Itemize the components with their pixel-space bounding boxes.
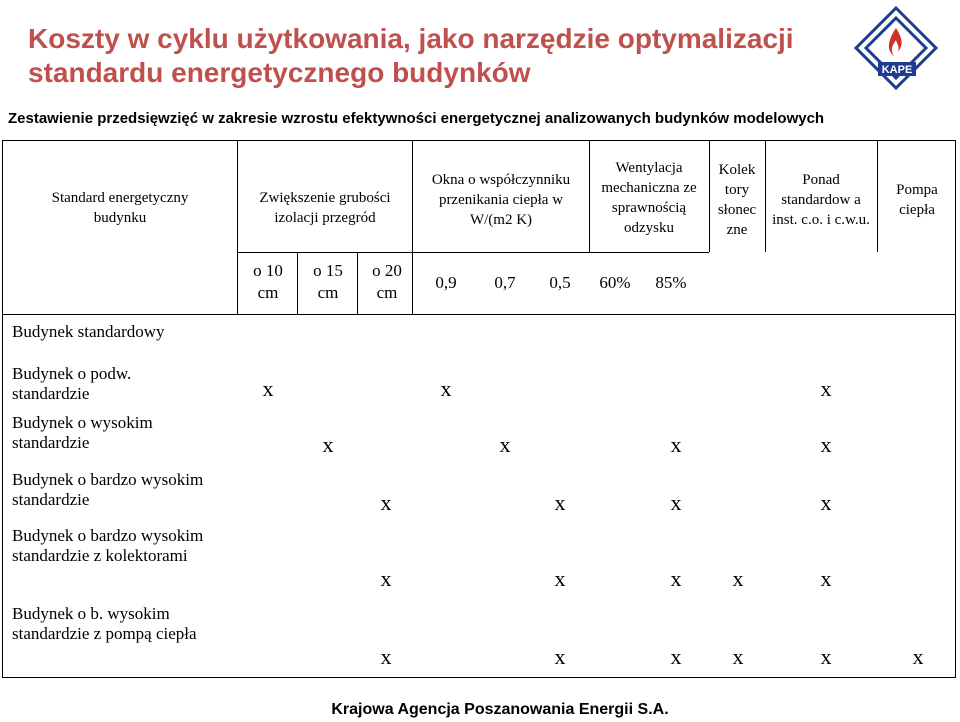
col-divider [357, 252, 358, 314]
table-mark-vent85: x [820, 644, 832, 669]
header-standard: Standard energetyczny budynku [51, 190, 189, 226]
subheader-ins10: o 10 cm [253, 261, 283, 302]
table-mark-vent85: x [820, 432, 832, 457]
col-divider [589, 140, 590, 252]
table-mark-vent85: x [820, 376, 832, 401]
row-label-collectors: Budynek o bardzo wysokim standardzie z kolektorami [12, 526, 204, 565]
col-divider [765, 140, 766, 252]
subheader-ins15: o 15 cm [313, 261, 343, 302]
table-mark-ins15: x [322, 432, 334, 457]
table-mark-vent60: x [670, 644, 682, 669]
col-divider [237, 140, 238, 314]
col-divider [709, 140, 710, 252]
table-mark-collectors: x [732, 644, 744, 669]
header-above-standard: Ponad standardow a inst. c.o. i c.w.u. [772, 172, 870, 228]
subheader-vent85: 85% [655, 273, 687, 292]
subheader-ins20: o 20 cm [372, 261, 402, 302]
header-collectors: Kolek tory słonec zne [717, 162, 757, 238]
subheader-win05: 0,5 [549, 273, 571, 292]
table-mark-ins10: x [262, 376, 274, 401]
header-divider [237, 252, 709, 253]
table-mark-collectors: x [732, 566, 744, 591]
table-mark-vent60: x [670, 432, 682, 457]
subheader-win07: 0,7 [494, 273, 516, 292]
table-mark-ins20: x [380, 644, 392, 669]
header-heat-pump: Pompa ciepła [896, 182, 938, 218]
table-mark-ins20: x [380, 490, 392, 515]
table-mark-win09: x [440, 376, 452, 401]
header-insulation: Zwiększenie grubości izolacji przegród [259, 190, 391, 226]
subheader-vent60: 60% [599, 273, 631, 292]
header-bottom-rule [2, 314, 956, 315]
table-mark-vent85: x [820, 490, 832, 515]
col-divider [297, 252, 298, 314]
row-label-high: Budynek o wysokim standardzie [12, 413, 153, 452]
row-label-very-high: Budynek o bardzo wysokim standardzie [12, 470, 204, 509]
logo-label: KAPE [881, 64, 913, 76]
col-divider [412, 140, 413, 252]
table-mark-ins20: x [380, 566, 392, 591]
table-mark-win05: x [554, 490, 566, 515]
col-divider [412, 252, 413, 314]
kape-logo [852, 4, 940, 92]
table-mark-vent60: x [670, 490, 682, 515]
col-divider [877, 140, 878, 252]
table-mark-win05: x [554, 566, 566, 591]
flame-icon [889, 28, 902, 56]
footer-organization: Krajowa Agencja Poszanowania Energii S.A. [331, 701, 669, 718]
table-caption: Zestawienie przedsięwzięć w zakresie wzrostu efektywności energetycznej analizowanych budynków modelowych [8, 110, 825, 127]
slide-title: Koszty w cyklu użytkowania, jako narzędzie optymalizacji standardu energetycznego budynków [28, 23, 794, 88]
table-mark-win07: x [499, 432, 511, 457]
row-label-double: Budynek o podw. standardzie [12, 364, 132, 403]
row-label-standard: Budynek standardowy [12, 322, 165, 341]
table-mark-vent60: x [670, 566, 682, 591]
subheader-win09: 0,9 [435, 273, 457, 292]
row-label-heat-pump: Budynek o b. wysokim standardzie z pompą ciepła [12, 604, 197, 643]
header-ventilation: Wentylacja mechaniczna ze sprawnością odzysku [601, 160, 697, 236]
header-windows: Okna o współczynniku przenikania ciepła w W/(m2 K) [431, 172, 571, 228]
table-mark-heat_pump: x [912, 644, 924, 669]
table-mark-win05: x [554, 644, 566, 669]
table-mark-vent85: x [820, 566, 832, 591]
